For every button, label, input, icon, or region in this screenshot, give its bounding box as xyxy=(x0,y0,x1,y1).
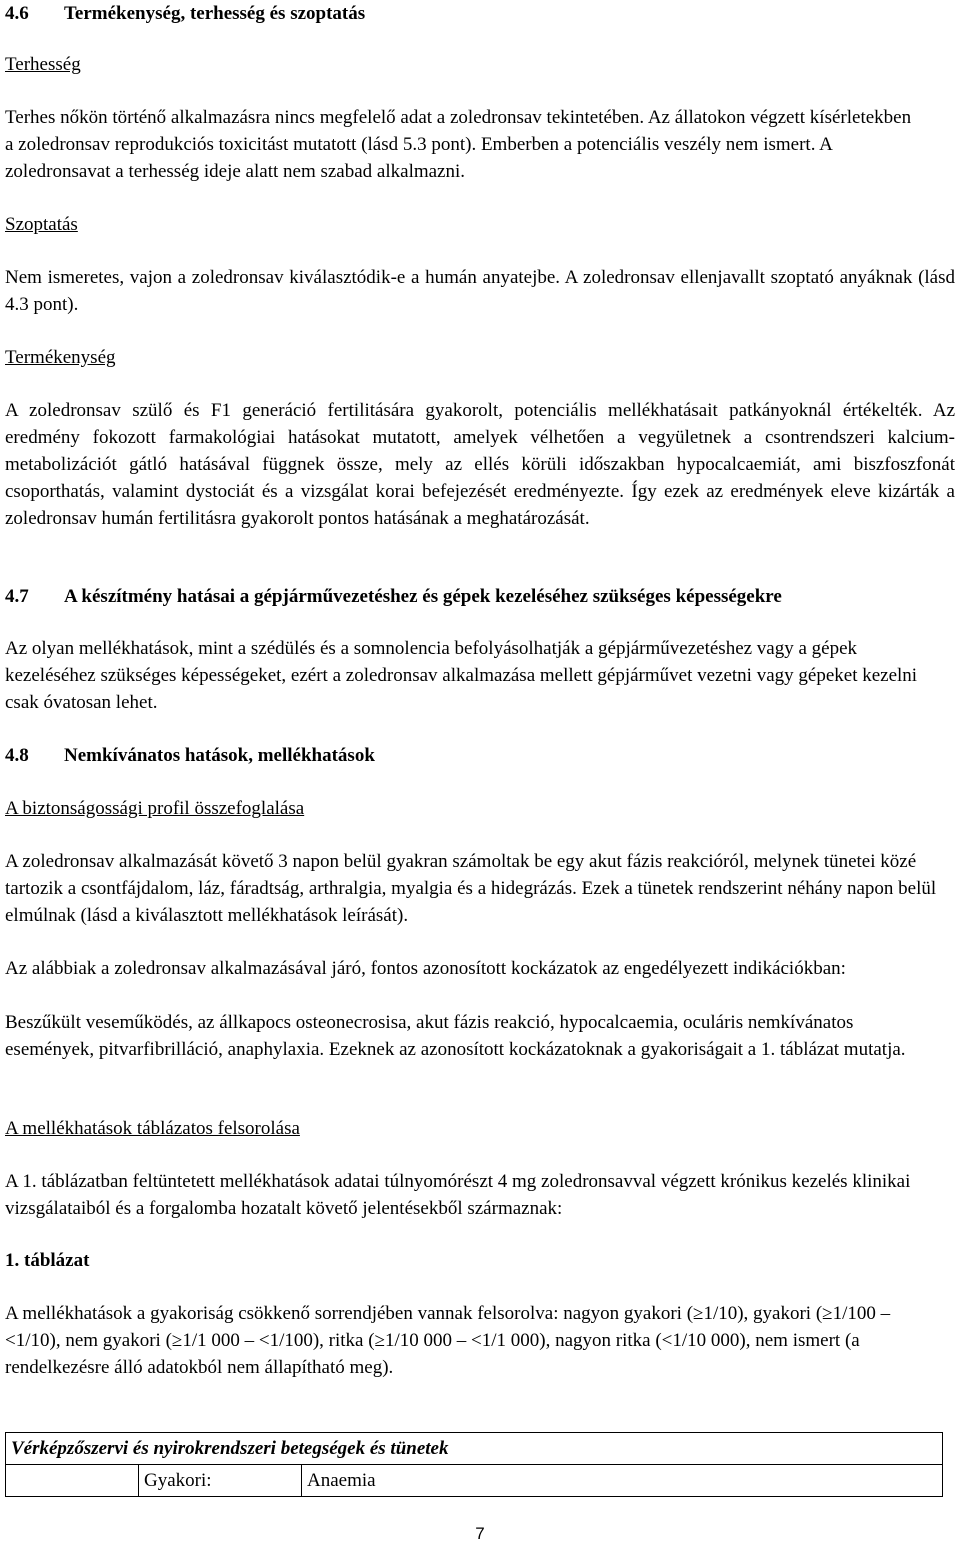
section-title: A készítmény hatásai a gépjárművezetéshez és gépek kezeléséhez szükséges képességekre xyxy=(64,586,782,607)
pregnancy-heading: Terhesség xyxy=(5,54,81,75)
soc-cell: Vérképzőszervi és nyirokrendszeri betegségek és tünetek xyxy=(6,1433,943,1465)
page-number: 7 xyxy=(475,1524,485,1543)
table-label: 1. táblázat xyxy=(5,1250,90,1271)
reaction-cell: Anaemia xyxy=(302,1465,943,1497)
section-4-6-heading xyxy=(5,0,365,27)
fertility-text: A zoledronsav szülő és F1 generáció fertilitására gyakorolt, potenciális mellékhatásait patkányoknál értékelték. Az eredmény fokozott farmakológiai hatásokat mutatott, amelyek vélhetően a vegyületnek a csontrendszeri kalcium-metabolizációt gátló hatásával függnek össze, mely az ellés körüli időszakban hypocalcaemiát, ami biszfoszfonát csoporthatás, valamint dystociát és a vizsgálat korai befejezését eredményezte. Így ezek az eredmények eleve kizárták a zoledronsav humán fertilitásra gyakorolt pontos hatásának a meghatározását. xyxy=(5,400,955,529)
section-number: 4.7 xyxy=(5,586,29,607)
frequency-text: A mellékhatások a gyakoriság csökkenő sorrendjében vannak felsorolva: nagyon gyakori (≥1/10), gyakori (≥1/100 – <1/10), nem gyakori (≥1/1 000 – <1/100), ritka (≥1/10 000 – <1/1 000), nagyon ritka (<1/10 000), nem ismert (a rendelkezésre álló adatokból nem állapítható meg). xyxy=(5,1303,891,1378)
table-section-heading: A mellékhatások táblázatos felsorolása xyxy=(5,1118,300,1139)
safety-profile-text: A zoledronsav alkalmazását követő 3 napon belül gyakran számoltak be egy akut fázis reakcióról, melynek tünetei közé tartozik a csontfájdalom, láz, fáradtság, arthralgia, myalgia és a hidegrázás. Ezek a tünetek rendszerint néhány napon belül elmúlnak (lásd a kiválasztott mellékhatások leírását). xyxy=(5,851,937,926)
breastfeeding-text: Nem ismeretes, vajon a zoledronsav kiválasztódik-e a humán anyatejbe. A zoledronsav ellenjavallt szoptató anyáknak (lásd 4.3 pont). xyxy=(5,267,955,315)
section-4-7-heading xyxy=(5,583,782,610)
breastfeeding-heading: Szoptatás xyxy=(5,214,78,235)
empty-cell xyxy=(6,1465,139,1497)
driving-text: Az olyan mellékhatások, mint a szédülés és a somnolencia befolyásolhatják a gépjárművezetéshez vagy a gépek kezeléséhez szükséges képességeket, ezért a zoledronsav alkalmazása mellett gépjárművet vezetni vagy gépeket kezelni csak óvatosan lehet. xyxy=(5,638,918,713)
section-title: Termékenység, terhesség és szoptatás xyxy=(64,3,366,24)
adverse-reactions-table xyxy=(5,1432,943,1497)
section-number: 4.6 xyxy=(5,3,29,24)
table-row xyxy=(6,1433,943,1465)
safety-profile-heading: A biztonságossági profil összefoglalása xyxy=(5,798,305,819)
table-intro-text: A 1. táblázatban feltüntetett mellékhatások adatai túlnyomórészt 4 mg zoledronsavval végzett krónikus kezelés klinikai vizsgálataiból és a forgalomba hozatalt követő jelentésekből származnak: xyxy=(5,1171,911,1219)
risks-intro: Az alábbiak a zoledronsav alkalmazásával járó, fontos azonosított kockázatok az engedélyezett indikációkban: xyxy=(5,958,846,979)
section-number: 4.8 xyxy=(5,745,29,766)
fertility-heading: Termékenység xyxy=(5,347,116,368)
section-4-8-heading xyxy=(5,742,375,769)
table-row xyxy=(6,1465,943,1497)
section-title: Nemkívánatos hatások, mellékhatások xyxy=(64,745,375,766)
pregnancy-text: Terhes nőkön történő alkalmazásra nincs megfelelő adat a zoledronsav tekintetében. Az állatokon végzett kísérletekben a zoledronsav reprodukciós toxicitást mutatott (lásd 5.3 pont). Emberben a potenciális veszély nem ismert. A zoledronsavat a terhesség ideje alatt nem szabad alkalmazni. xyxy=(5,107,912,182)
frequency-cell: Gyakori: xyxy=(139,1465,302,1497)
risks-text: Beszűkült veseműködés, az állkapocs osteonecrosisa, akut fázis reakció, hypocalcaemia, oculáris nemkívánatos események, pitvarfibrilláció, anaphylaxia. Ezeknek az azonosított kockázatoknak a gyakoriságait a 1. táblázat mutatja. xyxy=(5,1012,906,1060)
